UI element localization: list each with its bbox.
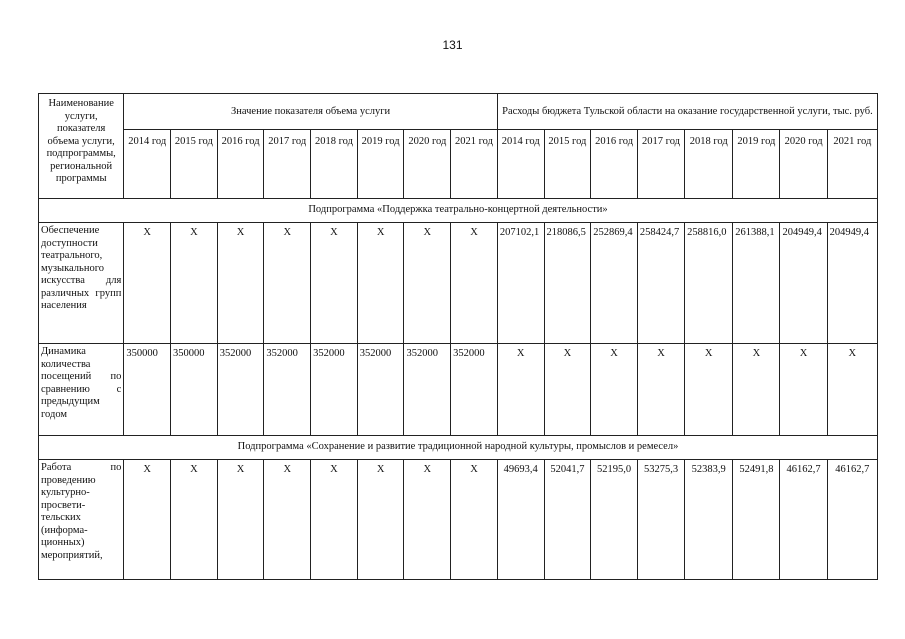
volume-cell: X <box>124 223 171 344</box>
budget-cell: 46162,7 <box>827 460 877 580</box>
services-table <box>38 93 878 580</box>
header-budget-group: Расходы бюджета Тульской области на оказание государственной услуги, тыс. руб. <box>497 94 877 130</box>
budget-cell: 218086,5 <box>544 223 591 344</box>
subprogram-title: Подпрограмма «Поддержка театрально-концертной деятельности» <box>39 199 878 223</box>
budget-year-header: 2016 год <box>591 130 638 199</box>
volume-cell: X <box>311 223 358 344</box>
volume-year-header: 2017 год <box>264 130 311 199</box>
budget-cell: X <box>733 344 780 436</box>
volume-cell: 352000 <box>217 344 264 436</box>
budget-year-header: 2021 год <box>827 130 877 199</box>
volume-cell: 352000 <box>357 344 404 436</box>
budget-cell: 258816,0 <box>685 223 733 344</box>
budget-cell: X <box>637 344 684 436</box>
table-row <box>39 344 878 436</box>
volume-cell: X <box>264 460 311 580</box>
volume-cell: 350000 <box>124 344 171 436</box>
volume-year-header: 2016 год <box>217 130 264 199</box>
table-row <box>39 223 878 344</box>
budget-cell: 261388,1 <box>733 223 780 344</box>
volume-cell: X <box>171 223 218 344</box>
budget-cell: 52491,8 <box>733 460 780 580</box>
volume-cell: 352000 <box>404 344 451 436</box>
volume-cell: X <box>217 460 264 580</box>
volume-cell: X <box>311 460 358 580</box>
table-row <box>39 460 878 580</box>
budget-cell: 207102,1 <box>497 223 544 344</box>
budget-cell: 52195,0 <box>591 460 638 580</box>
budget-year-header: 2015 год <box>544 130 591 199</box>
header-volume-group: Значение показателя объема услуги <box>124 94 498 130</box>
header-row-years <box>39 130 878 199</box>
row-label: Обеспечение доступности театрального, музыкального искусства для различных групп населения <box>39 223 124 344</box>
page-number: 131 <box>442 38 463 52</box>
budget-cell: 52383,9 <box>685 460 733 580</box>
budget-year-header: 2017 год <box>637 130 684 199</box>
budget-cell: X <box>591 344 638 436</box>
subprogram-row <box>39 436 878 460</box>
budget-cell: 204949,4 <box>780 223 827 344</box>
budget-cell: X <box>544 344 591 436</box>
budget-year-header: 2018 год <box>685 130 733 199</box>
budget-cell: 52041,7 <box>544 460 591 580</box>
budget-year-header: 2020 год <box>780 130 827 199</box>
row-label: Работа по проведению культурно-просвети-тельских (информа-ционных) мероприятий, <box>39 460 124 580</box>
subprogram-title: Подпрограмма «Сохранение и развитие традиционной народной культуры, промыслов и ремесел» <box>39 436 878 460</box>
volume-cell: X <box>264 223 311 344</box>
volume-cell: X <box>451 223 498 344</box>
volume-cell: 350000 <box>171 344 218 436</box>
budget-year-header: 2019 год <box>733 130 780 199</box>
subprogram-row <box>39 199 878 223</box>
volume-year-header: 2019 год <box>357 130 404 199</box>
volume-year-header: 2015 год <box>171 130 218 199</box>
volume-cell: 352000 <box>451 344 498 436</box>
volume-cell: X <box>357 460 404 580</box>
budget-cell: X <box>497 344 544 436</box>
budget-cell: 258424,7 <box>637 223 684 344</box>
volume-cell: X <box>404 223 451 344</box>
volume-cell: X <box>124 460 171 580</box>
volume-cell: X <box>404 460 451 580</box>
volume-year-header: 2018 год <box>311 130 358 199</box>
volume-cell: X <box>451 460 498 580</box>
volume-cell: 352000 <box>264 344 311 436</box>
volume-cell: X <box>357 223 404 344</box>
budget-cell: X <box>780 344 827 436</box>
header-row-groups <box>39 94 878 130</box>
budget-cell: 46162,7 <box>780 460 827 580</box>
budget-cell: 49693,4 <box>497 460 544 580</box>
volume-year-header: 2020 год <box>404 130 451 199</box>
volume-cell: X <box>171 460 218 580</box>
volume-year-header: 2021 год <box>451 130 498 199</box>
row-label: Динамика количества посещений по сравнению с предыдущим годом <box>39 344 124 436</box>
volume-year-header: 2014 год <box>124 130 171 199</box>
budget-cell: 53275,3 <box>637 460 684 580</box>
budget-cell: X <box>827 344 877 436</box>
budget-year-header: 2014 год <box>497 130 544 199</box>
volume-cell: 352000 <box>311 344 358 436</box>
header-name-cell: Наименование услуги, показателя объема услуги, подпрограммы, региональной программы <box>39 94 124 199</box>
volume-cell: X <box>217 223 264 344</box>
budget-cell: X <box>685 344 733 436</box>
budget-cell: 252869,4 <box>591 223 638 344</box>
budget-cell: 204949,4 <box>827 223 877 344</box>
